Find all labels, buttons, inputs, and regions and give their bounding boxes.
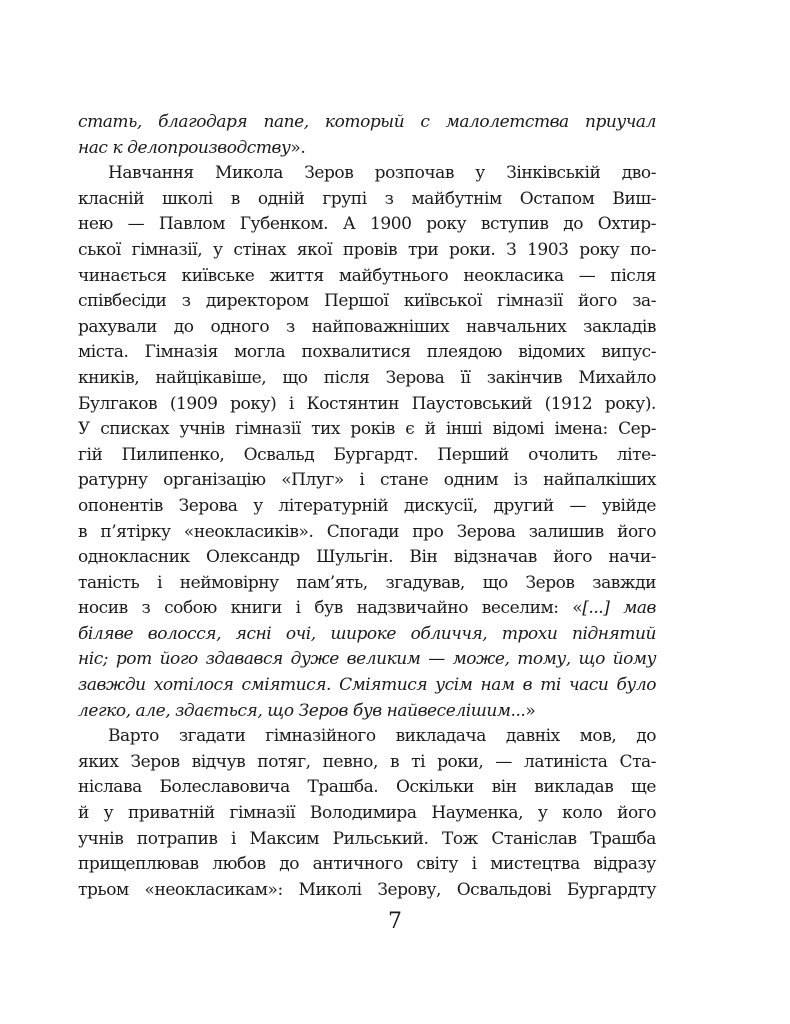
text-line — [78, 443, 656, 469]
text-line — [78, 647, 656, 673]
text-segment: однокласник Олександр Шульгін. Він відзначав його начи- — [78, 547, 656, 568]
text-segment: Варто згадати гімназійного викладача давніх мов, до — [108, 726, 656, 747]
italic-text-segment: [...] мав — [582, 598, 656, 619]
text-segment: в п’ятірку «неокласиків». Спогади про Зерова залишив його — [78, 521, 656, 542]
text-line — [78, 750, 656, 776]
text-line — [78, 289, 656, 315]
text-segment: нею — Павлом Губенком. А 1900 року вступив до Охтир- — [78, 214, 656, 235]
italic-text-segment: завжди хотілося сміятися. Сміятися усім нам в ті часи було — [78, 675, 656, 696]
text-segment: й у приватній гімназії Володимира Науменка, у коло його — [78, 803, 656, 824]
text-segment: У списках учнів гімназії тих років є й інші відомі імена: Сер- — [78, 419, 656, 440]
italic-text-segment: стать, благодаря папе, который с малолетства приучал — [78, 112, 656, 132]
text-line — [78, 392, 656, 418]
text-line — [78, 212, 656, 238]
text-segment: ратурну організацію «Плуг» і стане одним із найпалкіших — [78, 470, 656, 491]
text-line — [78, 571, 656, 597]
text-line — [78, 238, 656, 264]
text-line — [78, 315, 656, 341]
text-segment: співбесіди з директором Першої київської гімназії його за- — [78, 291, 656, 312]
text-line — [78, 673, 656, 699]
text-line — [78, 494, 656, 520]
text-segment: класній школі в одній групі з майбутнім Остапом Виш- — [78, 188, 656, 209]
text-segment: рахували до одного з найповажніших навчальних закладів — [78, 316, 656, 337]
text-segment: учнів потрапив і Максим Рильський. Тож Станіслав Трашба — [78, 828, 656, 849]
text-line — [78, 417, 656, 443]
text-line — [78, 110, 656, 136]
text-line — [78, 852, 656, 878]
text-segment: ». — [290, 137, 306, 158]
text-segment: прищеплював любов до античного світу і мистецтва відразу — [78, 854, 656, 875]
text-line — [78, 520, 656, 546]
text-line — [78, 724, 656, 750]
body-text — [78, 110, 656, 903]
text-line — [78, 801, 656, 827]
text-line — [78, 827, 656, 853]
italic-text-segment: нас к делопроизводству — [78, 137, 291, 158]
text-line — [78, 187, 656, 213]
text-line — [78, 136, 656, 162]
text-segment: гій Пилипенко, Освальд Бургардт. Перший очолить літе- — [78, 444, 656, 465]
text-segment: Навчання Микола Зеров розпочав у Зінківській дво- — [108, 163, 656, 184]
text-segment: кників, найцікавіше, що після Зерова її закінчив Михайло — [78, 367, 656, 388]
text-line — [78, 878, 656, 904]
text-line — [78, 264, 656, 290]
italic-text-segment: біляве волосся, ясні очі, широке обличчя, трохи піднятий — [78, 623, 656, 644]
italic-text-segment: легко, але, здається, що Зеров був найвеселішим... — [78, 700, 526, 721]
text-line — [78, 366, 656, 392]
text-line — [78, 545, 656, 571]
text-segment: ніслава Болеславовича Трашба. Оскільки він викладав ще — [78, 777, 656, 798]
text-segment: носив з собою книги і був надзвичайно веселим: « — [78, 598, 583, 619]
text-segment: міста. Гімназія могла похвалитися плеядою відомих випус- — [78, 342, 656, 363]
text-segment: опонентів Зерова у літературній дискусії, другий — увійде — [78, 495, 656, 516]
text-line — [78, 775, 656, 801]
text-segment: трьом «неокласикам»: Миколі Зерову, Освальдові Бургардту — [78, 879, 656, 900]
text-segment: ської гімназії, у стінах якої провів три роки. З 1903 року по- — [78, 239, 656, 260]
text-segment: » — [525, 700, 536, 721]
text-line — [78, 699, 656, 725]
text-line — [78, 622, 656, 648]
text-segment: таність і неймовірну пам’ять, згадував, що Зеров завжди — [78, 572, 656, 593]
text-line — [78, 161, 656, 187]
text-segment: яких Зеров відчув потяг, певно, в ті роки, — латиніста Ста- — [78, 751, 656, 772]
text-line — [78, 596, 656, 622]
text-segment: чинається київське життя майбутнього неокласика — після — [78, 265, 656, 286]
text-line — [78, 340, 656, 366]
text-segment: Булгаков (1909 року) і Костянтин Паустовський (1912 року). — [78, 393, 656, 414]
page-number: 7 — [388, 909, 402, 934]
italic-text-segment: ніс; рот його здавався дуже великим — може, тому, що йому — [78, 649, 656, 670]
text-line — [78, 468, 656, 494]
